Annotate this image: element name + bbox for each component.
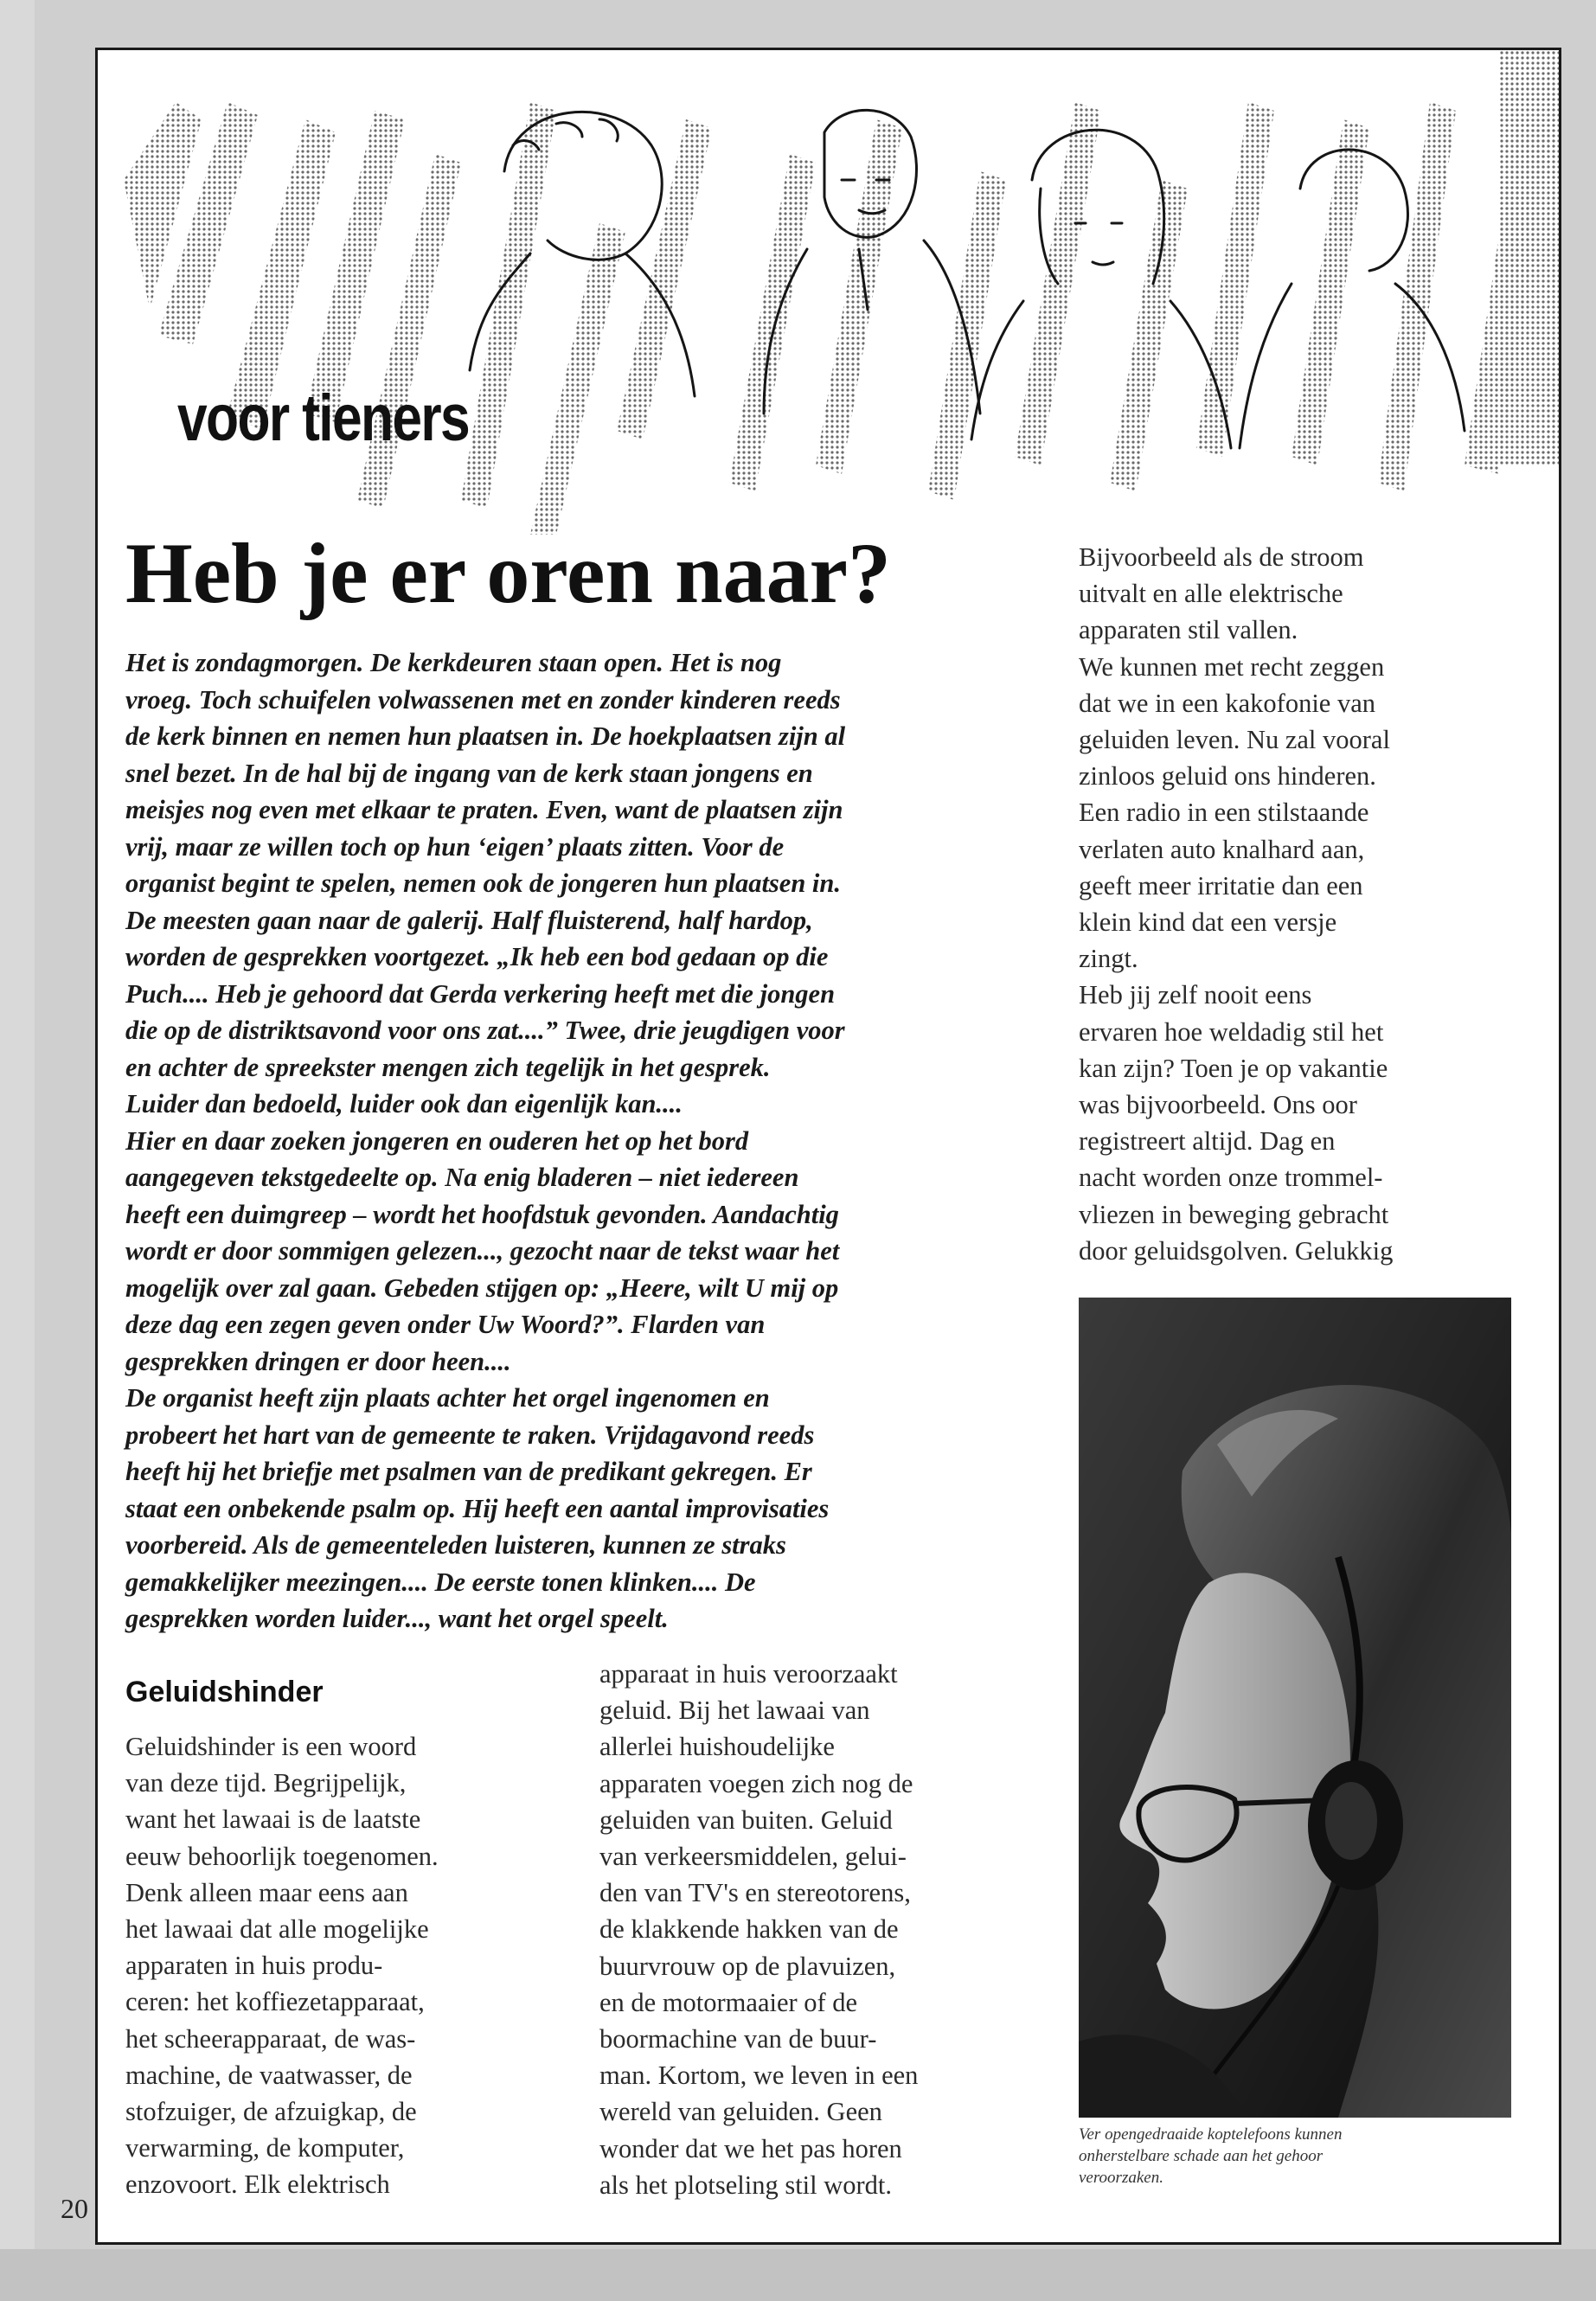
right-column-line: registreert altijd. Dag en [1079,1126,1336,1157]
body-line: apparaten voegen zich nog de [599,1768,913,1798]
right-column-line: klein kind dat een versje [1079,907,1337,938]
right-column-line: was bijvoorbeeld. Ons oor [1079,1090,1357,1120]
scan-margin-bottom [0,2249,1596,2301]
right-column-line: nacht worden onze trommel- [1079,1163,1383,1193]
body-column-2 [599,1656,1032,2203]
intro-line: heeft hij het briefje met psalmen van de predikant gekregen. Er [125,1457,812,1486]
intro-line: Hier en daar zoeken jongeren en ouderen het op het bord [125,1125,749,1156]
intro-line: De organist heeft zijn plaats achter het orgel ingenomen en [125,1383,770,1413]
intro-line: en achter de spreekster mengen zich tegelijk in het gesprek. [125,1052,771,1082]
body-line: verwarming, de komputer, [125,2133,405,2163]
intro-line: worden de gesprekken voortgezet. „Ik heb een bod gedaan op die [125,942,829,971]
right-column-line: Bijvoorbeeld als de stroom [1079,542,1364,572]
intro-line: vrij, maar ze willen toch op hun ‘eigen’ plaats zitten. Voor de [125,831,785,862]
body-line: machine, de vaatwasser, de [125,2060,413,2090]
intro-line: snel bezet. In de hal bij de ingang van de kerk staan jongens en [125,758,813,788]
caption-line: veroorzaken. [1079,2169,1163,2187]
right-column-line: geeft meer irritatie dan een [1079,870,1363,901]
body-column-1 [125,1728,541,2203]
intro-line: gemakkelijker meezingen.... De eerste tonen klinken.... De [125,1567,756,1597]
body-line: het scheerapparaat, de was- [125,2023,416,2054]
right-column-line: Heb jij zelf nooit eens [1079,980,1312,1010]
body-line: buurvrouw op de plavuizen, [599,1951,896,1981]
intro-line: staat een onbekende psalm op. Hij heeft een aantal improvisaties [125,1493,830,1523]
article-headline: Heb je er oren naar? [125,525,892,621]
body-line: geluiden van buiten. Geluid [599,1804,893,1835]
page-number: 20 [61,2193,88,2224]
right-column-line: zinloos geluid ons hinderen. [1079,761,1376,792]
right-column-line: Een radio in een stilstaande [1079,798,1369,828]
intro-line: die op de distriktsavond voor ons zat....” Twee, drie jeugdigen voor [125,1016,845,1045]
right-column-line: door geluidsgolven. Gelukkig [1079,1235,1394,1266]
intro-line: gesprekken dringen er door heen.... [125,1346,511,1376]
body-line: man. Kortom, we leven in een [599,2061,919,2091]
right-column-line: We kunnen met recht zeggen [1079,651,1385,682]
intro-line: gesprekken worden luider..., want het orgel speelt. [125,1604,669,1633]
intro-line: vroeg. Toch schuifelen volwassenen met en zonder kinderen reeds [125,684,841,715]
right-column-line: apparaten stil vallen. [1079,615,1298,645]
body-line: wonder dat we het pas horen [599,2133,902,2163]
intro-line: deze dag een zegen geven onder Uw Woord?”. Flarden van [125,1310,766,1339]
caption-line: onherstelbare schade aan het gehoor [1079,2147,1324,2165]
intro-line: heeft een duimgreep – wordt het hoofdstuk gevonden. Aandachtig [125,1199,839,1229]
intro-line: probeert het hart van de gemeente te raken. Vrijdagavond reeds [125,1420,815,1450]
scan-margin-left [0,0,35,2301]
body-line: apparaat in huis veroorzaakt [599,1659,898,1689]
intro-line: Het is zondagmorgen. De kerkdeuren staan open. Het is nog [125,648,782,677]
photo-caption [1079,2124,1511,2189]
body-line: stofzuiger, de afzuigkap, de [125,2097,417,2127]
body-line: de klakkende hakken van de [599,1914,899,1945]
body-line: ceren: het koffiezetapparaat, [125,1987,425,2017]
body-line: het lawaai dat alle mogelijke [125,1914,429,1945]
body-line: eeuw behoorlijk toegenomen. [125,1841,439,1871]
halftone-hatching [124,50,1559,535]
intro-line: aangegeven tekstgedeelte op. Na enig bladeren – niet iedereen [125,1163,799,1192]
body-line: geluid. Bij het lawaai van [599,1695,870,1726]
caption-line: Ver opengedraaide koptelefoons kunnen [1079,2125,1343,2144]
section-subheading: Geluidshinder [125,1676,324,1708]
right-column-line: geluiden leven. Nu zal vooral [1079,725,1390,755]
intro-line: voorbereid. Als de gemeenteleden luisteren, kunnen ze straks [125,1530,786,1560]
body-line: den van TV's en stereotorens, [599,1878,911,1908]
right-column-line: uitvalt en alle elektrische [1079,579,1343,609]
intro-paragraph [125,644,1025,1638]
intro-line: de kerk binnen en nemen hun plaatsen in. De hoekplaatsen zijn al [125,721,846,751]
body-line: als het plotseling stil wordt. [599,2170,893,2200]
intro-line: mogelijk over zal gaan. Gebeden stijgen op: „Heere, wilt U mij op [125,1272,839,1303]
body-line: allerlei huishoudelijke [599,1732,835,1762]
right-column-line: zingt. [1079,944,1138,974]
body-line: want het lawaai is de laatste [125,1804,421,1835]
body-line: enzovoort. Elk elektrisch [125,2170,390,2200]
right-column-line: kan zijn? Toen je op vakantie [1079,1053,1388,1083]
body-line: van verkeersmiddelen, gelui- [599,1842,907,1872]
right-column-text [1079,539,1503,1269]
right-column-line: verlaten auto knalhard aan, [1079,834,1365,864]
right-column-line: ervaren hoe weldadig stil het [1079,1016,1384,1047]
right-column-line: dat we in een kakofonie van [1079,688,1375,718]
header-illustration [98,50,1559,535]
body-line: Geluidshinder is een woord [125,1732,417,1761]
body-line: Denk alleen maar eens aan [125,1877,408,1907]
body-line: van deze tijd. Begrijpelijk, [125,1768,407,1798]
intro-line: organist begint te spelen, nemen ook de jongeren hun plaatsen in. [125,868,841,898]
right-column-line: vliezen in beweging gebracht [1079,1199,1389,1229]
intro-line: Luider dan bedoeld, luider ook dan eigenlijk kan.... [125,1089,683,1118]
intro-line: Puch.... Heb je gehoord dat Gerda verkering heeft met die jongen [125,978,836,1009]
body-line: en de motormaaier of de [599,1987,858,2017]
intro-line: De meesten gaan naar de galerij. Half fluisterend, half hardop, [125,905,813,935]
intro-line: wordt er door sommigen gelezen..., gezocht naar de tekst waar het [125,1236,840,1266]
headphones-photo [1079,1298,1511,2118]
intro-line: meisjes nog even met elkaar te praten. Even, want de plaatsen zijn [125,795,843,824]
body-line: boormachine van de buur- [599,2024,877,2054]
body-line: wereld van geluiden. Geen [599,2097,882,2127]
series-tag: voor tieners [177,381,470,455]
body-line: apparaten in huis produ- [125,1951,383,1981]
